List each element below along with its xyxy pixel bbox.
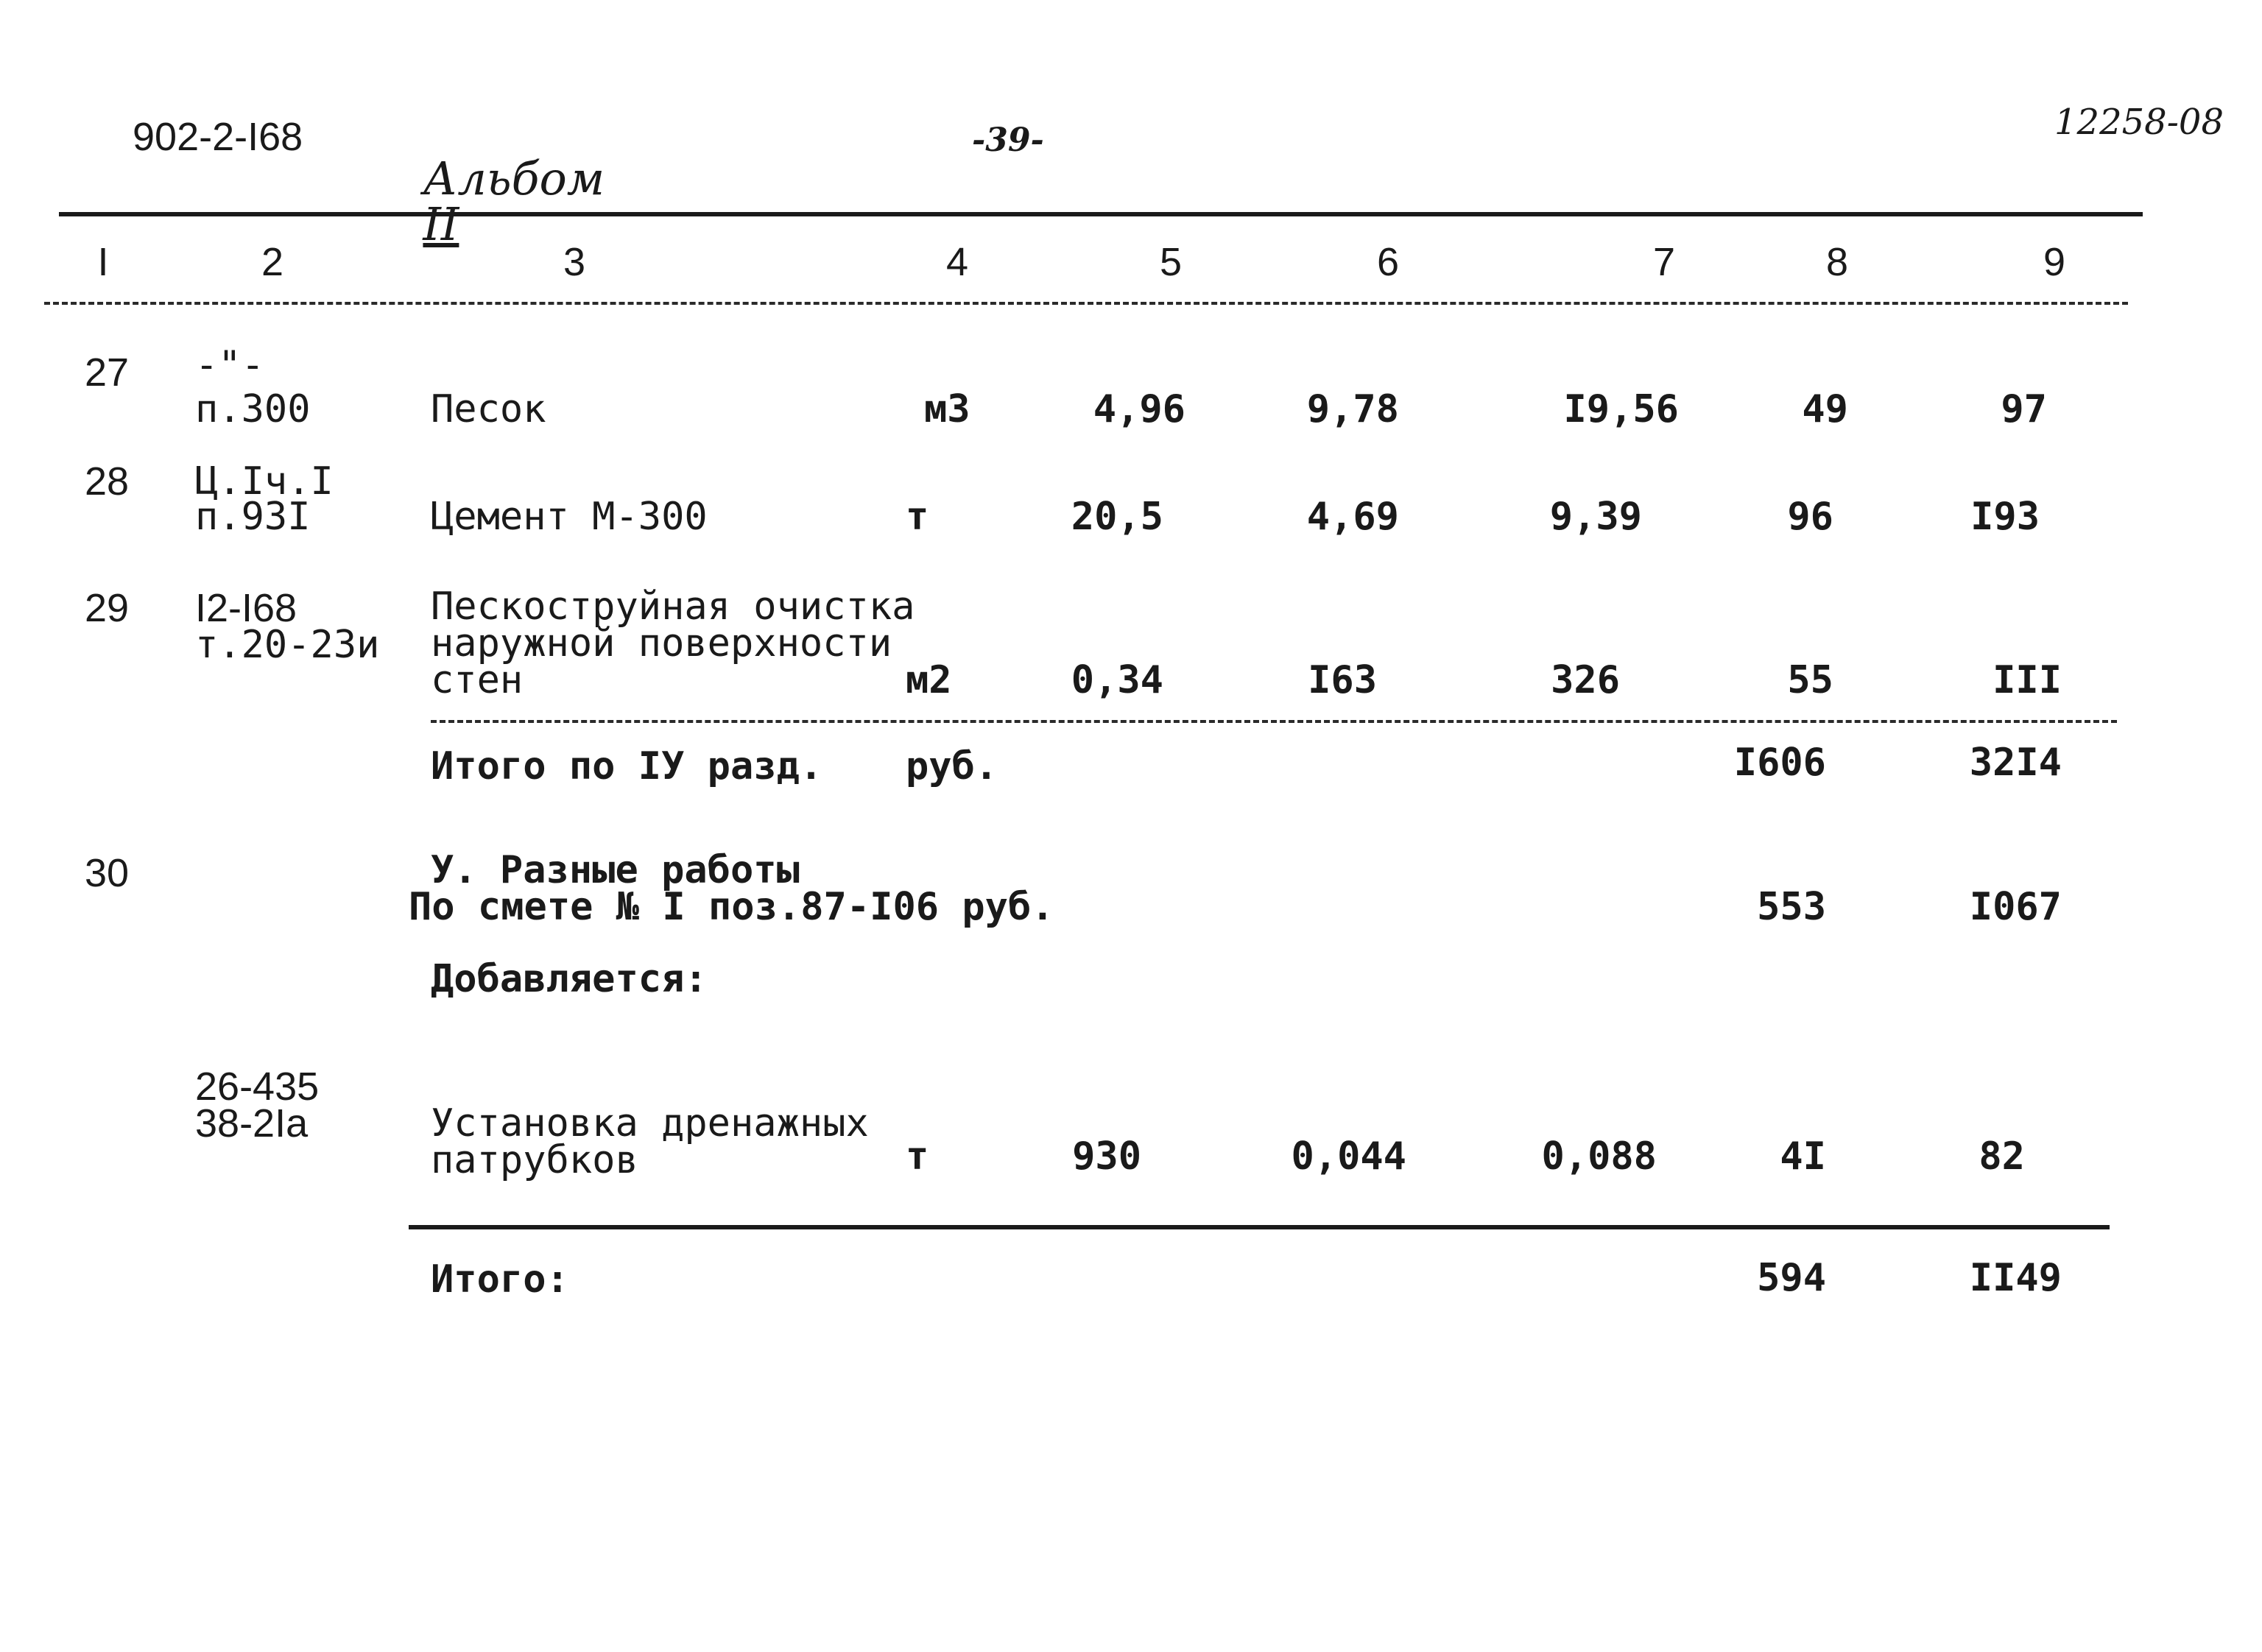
added-name-line2: патрубков	[431, 1138, 638, 1182]
section-iv-rule	[431, 720, 2117, 723]
row-28-name: Цемент М-300	[431, 495, 708, 539]
col-header-7: 7	[1652, 240, 1676, 284]
section-v-title: У. Разные работы	[431, 848, 800, 892]
row-27-c7: I9,56	[1563, 387, 1679, 431]
total-rule	[409, 1225, 2110, 1229]
row-28-code1: Ц.Iч.I	[195, 459, 334, 504]
row-28-c7: 9,39	[1549, 495, 1642, 539]
subtotal-iv-label: Итого по IУ разд.	[431, 744, 823, 788]
row-29-c6: I63	[1308, 658, 1377, 702]
col-header-9: 9	[2043, 240, 2066, 284]
row-29-name-line2: наружной поверхности	[431, 621, 892, 666]
row-29-c9: III	[1993, 658, 2062, 702]
archive-stamp: 12258-08	[2054, 102, 2224, 143]
row-28-c5: 20,5	[1071, 495, 1163, 539]
subtotal-iv-c9: 32I4	[1969, 741, 2062, 785]
col-header-2: 2	[261, 240, 284, 284]
row-29-c8: 55	[1787, 658, 1833, 702]
col-header-1: I	[97, 240, 109, 284]
total-label: Итого:	[431, 1257, 569, 1302]
added-c7: 0,088	[1541, 1134, 1657, 1179]
added-c9: 82	[1979, 1134, 2025, 1179]
row-27-unit: м3	[924, 387, 970, 431]
row-27-num: 27	[85, 350, 130, 395]
row-28-unit: т	[906, 495, 929, 539]
row-28-code2: п.93I	[195, 495, 311, 539]
section-v-estimate: По смете № I поз.87-I06 руб.	[409, 885, 1054, 929]
section-v-c8: 553	[1757, 885, 1826, 929]
section-v-c9: I067	[1969, 885, 2062, 929]
row-29-code2: т.20-23и	[195, 623, 380, 667]
added-code2: 38-2Iа	[195, 1101, 309, 1146]
added-code1: 26-435	[195, 1065, 320, 1109]
row-28-c8: 96	[1787, 495, 1833, 539]
row-29-c5: 0,34	[1071, 658, 1163, 702]
total-c8: 594	[1757, 1256, 1826, 1300]
row-27-code1: -"-	[195, 343, 264, 387]
album-word: Альбом	[423, 152, 605, 205]
row-27-c9: 97	[2001, 387, 2047, 431]
column-header-rule	[44, 302, 2128, 305]
added-c6: 0,044	[1291, 1134, 1406, 1179]
doc-code: 902-2-I68	[133, 115, 303, 159]
row-27-c5: 4,96	[1093, 387, 1185, 431]
row-30-num: 30	[85, 851, 130, 895]
album-label	[394, 110, 605, 251]
album-number: II	[423, 197, 459, 251]
page-number: -39-	[972, 121, 1044, 159]
col-header-4: 4	[945, 240, 969, 284]
added-unit: т	[906, 1134, 929, 1179]
col-header-6: 6	[1376, 240, 1400, 284]
row-27-code2: п.300	[195, 387, 311, 431]
row-28-num: 28	[85, 459, 130, 504]
col-header-5: 5	[1159, 240, 1183, 284]
row-27-c8: 49	[1802, 387, 1848, 431]
row-29-unit: м2	[906, 658, 952, 702]
row-27-c6: 9,78	[1306, 387, 1399, 431]
subtotal-iv-c8: I606	[1733, 741, 1826, 785]
total-c9: II49	[1969, 1256, 2062, 1300]
row-29-c7: 326	[1551, 658, 1620, 702]
row-29-code1: I2-I68	[195, 586, 297, 630]
added-c5: 930	[1072, 1134, 1141, 1179]
col-header-3: 3	[563, 240, 586, 284]
col-header-8: 8	[1825, 240, 1849, 284]
row-28-c6: 4,69	[1306, 495, 1399, 539]
added-c8: 4I	[1780, 1134, 1826, 1179]
row-29-name-line3: стен	[431, 658, 524, 702]
added-label: Добавляется:	[431, 957, 708, 1001]
added-name-line1: Установка дренажных	[431, 1101, 869, 1146]
header-rule	[59, 212, 2143, 216]
row-28-c9: I93	[1970, 495, 2040, 539]
subtotal-iv-unit: руб.	[906, 744, 998, 788]
row-27-name: Песок	[431, 387, 546, 431]
row-29-name-line1: Пескоструйная очистка	[431, 585, 915, 629]
row-29-num: 29	[85, 586, 130, 630]
